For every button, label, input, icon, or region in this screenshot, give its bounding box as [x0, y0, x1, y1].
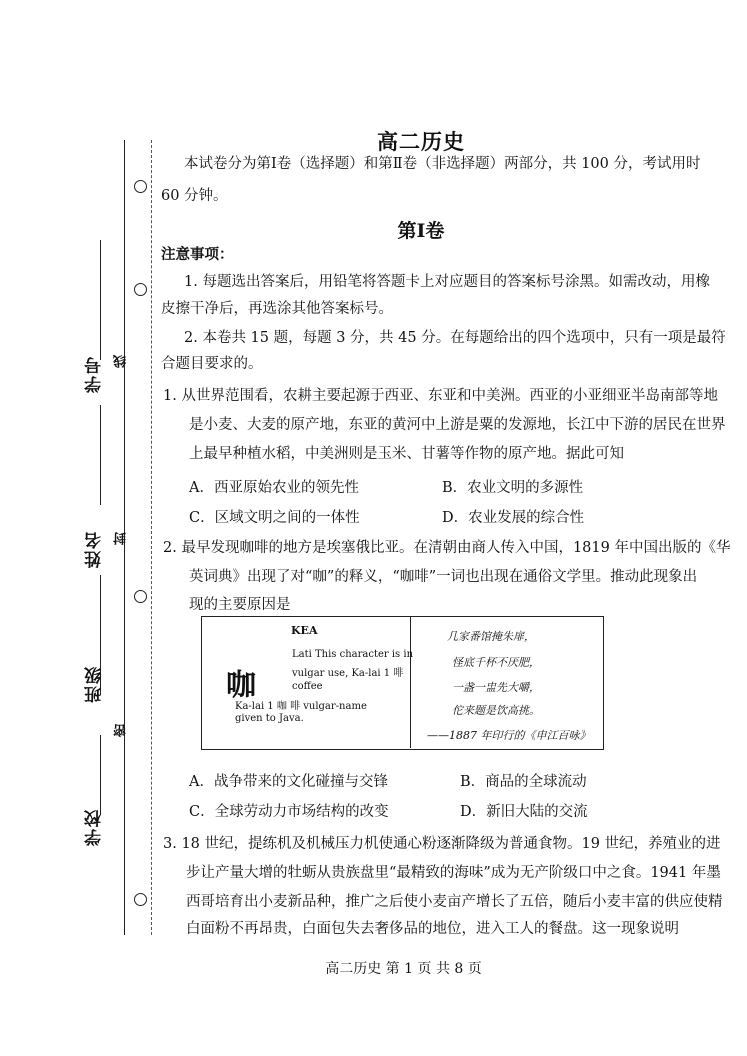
poem-line: 佗来题是饮高挑。: [452, 704, 540, 717]
q2-line-2: 英词典》出现了对“咖”的释义，“咖啡”一词也出现在通俗文学里。推动此现象出: [189, 569, 698, 585]
fill-line: [100, 240, 101, 360]
q1-line-1: 1. 从世界范围看，农耕主要起源于西亚、东亚和中美洲。西亚的小亚细亚半岛南部等地: [163, 388, 718, 404]
dictionary-line: coffee: [292, 681, 323, 692]
q1-line-3: 上最早种植水稻，中美洲则是玉米、甘薯等作物的原产地。据此可知: [189, 446, 624, 462]
q3-line-1: 3. 18 世纪，提练机及机械压力机使通心粉逐渐降级为普通食物。19 世纪，养殖业的进: [163, 836, 721, 852]
q2-option-a: A．战争带来的文化碰撞与交锋: [189, 774, 388, 790]
poem-line: 怪底千杯不厌肥，: [452, 656, 540, 669]
q1-option-a: A．西亚原始农业的领先性: [189, 480, 359, 496]
seal-mark-secret: 密: [114, 724, 129, 737]
q3-line-4: 白面粉不再昂贵，白面包失去奢侈品的地位，进入工人的餐盘。这一现象说明: [186, 921, 679, 937]
q2-option-d: D．新旧大陆的交流: [460, 804, 588, 820]
binding-hole: [134, 180, 147, 193]
dictionary-line: Lati This character is in: [292, 649, 414, 660]
binding-dashed-line: [151, 140, 152, 935]
dictionary-line: given to Java.: [235, 713, 304, 724]
binding-hole: [134, 283, 147, 296]
notice-item-1-line-2: 皮擦干净后，再选涂其他答案标号。: [161, 301, 393, 317]
name-label: 姓名: [85, 530, 105, 568]
poem-line: 一盏一盅先大嚼，: [452, 681, 540, 694]
q1-option-b: B．农业文明的多源性: [442, 480, 584, 496]
q1-option-d: D．农业发展的综合性: [442, 510, 585, 526]
notice-heading: 注意事项：: [161, 246, 234, 263]
seal-mark-seal: 封: [114, 532, 129, 545]
fill-line: [100, 735, 101, 815]
q3-line-3: 西哥培育出小麦新品种，推广之后使小麦亩产增长了五倍，随后小麦丰富的供应使精: [186, 894, 723, 910]
student-id-label: 学号: [85, 355, 105, 393]
poem-caption: ——1887 年印行的《申江百咏》: [427, 729, 591, 742]
dictionary-header: KEA: [291, 624, 318, 637]
seal-mark-line: 线: [114, 355, 129, 368]
school-label: 学校: [85, 808, 105, 846]
poem-line: 几家番馆掩朱扉，: [447, 630, 535, 643]
q2-line-3: 现的主要原因是: [189, 597, 291, 613]
fill-line: [100, 405, 101, 505]
notice-item-2-line-2: 合题目要求的。: [161, 356, 263, 372]
dictionary-line: vulgar use, Ka-lai 1 啡: [292, 668, 404, 679]
notice-item-1-line-1: 1. 每题选出答案后，用铅笔将答题卡上对应题目的答案标号涂黑。如需改动，用橡: [184, 274, 710, 290]
page-title: 高二历史: [377, 130, 465, 154]
section-heading: 第Ⅰ卷: [397, 220, 445, 242]
binding-hole: [134, 893, 147, 906]
page-footer: 高二历史 第 1 页 共 8 页: [325, 961, 482, 977]
dictionary-character: 咖: [226, 668, 256, 703]
q2-line-1: 2. 最早发现咖啡的地方是埃塞俄比亚。在清朝由商人传入中国，1819 年中国出版的《华: [163, 540, 731, 556]
q2-option-b: B．商品的全球流动: [460, 774, 587, 790]
figure-divider: [410, 616, 411, 748]
binding-hole: [134, 590, 147, 603]
q1-line-2: 是小麦、大麦的原产地，东亚的黄河中上游是粟的发源地，长江中下游的居民在世界: [189, 417, 726, 433]
q2-option-c: C．全球劳动力市场结构的改变: [189, 804, 389, 820]
q3-line-2: 步让产量大增的牡蛎从贵族盘里“最精致的海味”成为无产阶级口中之食。1941 年墨: [186, 865, 721, 881]
notice-item-2-line-1: 2. 本卷共 15 题，每题 3 分，共 45 分。在每题给出的四个选项中，只有一项是最符: [184, 330, 726, 346]
intro-line-2: 60 分钟。: [161, 188, 228, 204]
q1-option-c: C．区域文明之间的一体性: [189, 510, 360, 526]
class-label: 班级: [85, 665, 105, 703]
intro-line-1: 本试卷分为第Ⅰ卷（选择题）和第Ⅱ卷（非选择题）两部分，共 100 分，考试用时: [184, 156, 701, 172]
dictionary-line: Ka-lai 1 咖 啡 vulgar-name: [235, 701, 367, 712]
